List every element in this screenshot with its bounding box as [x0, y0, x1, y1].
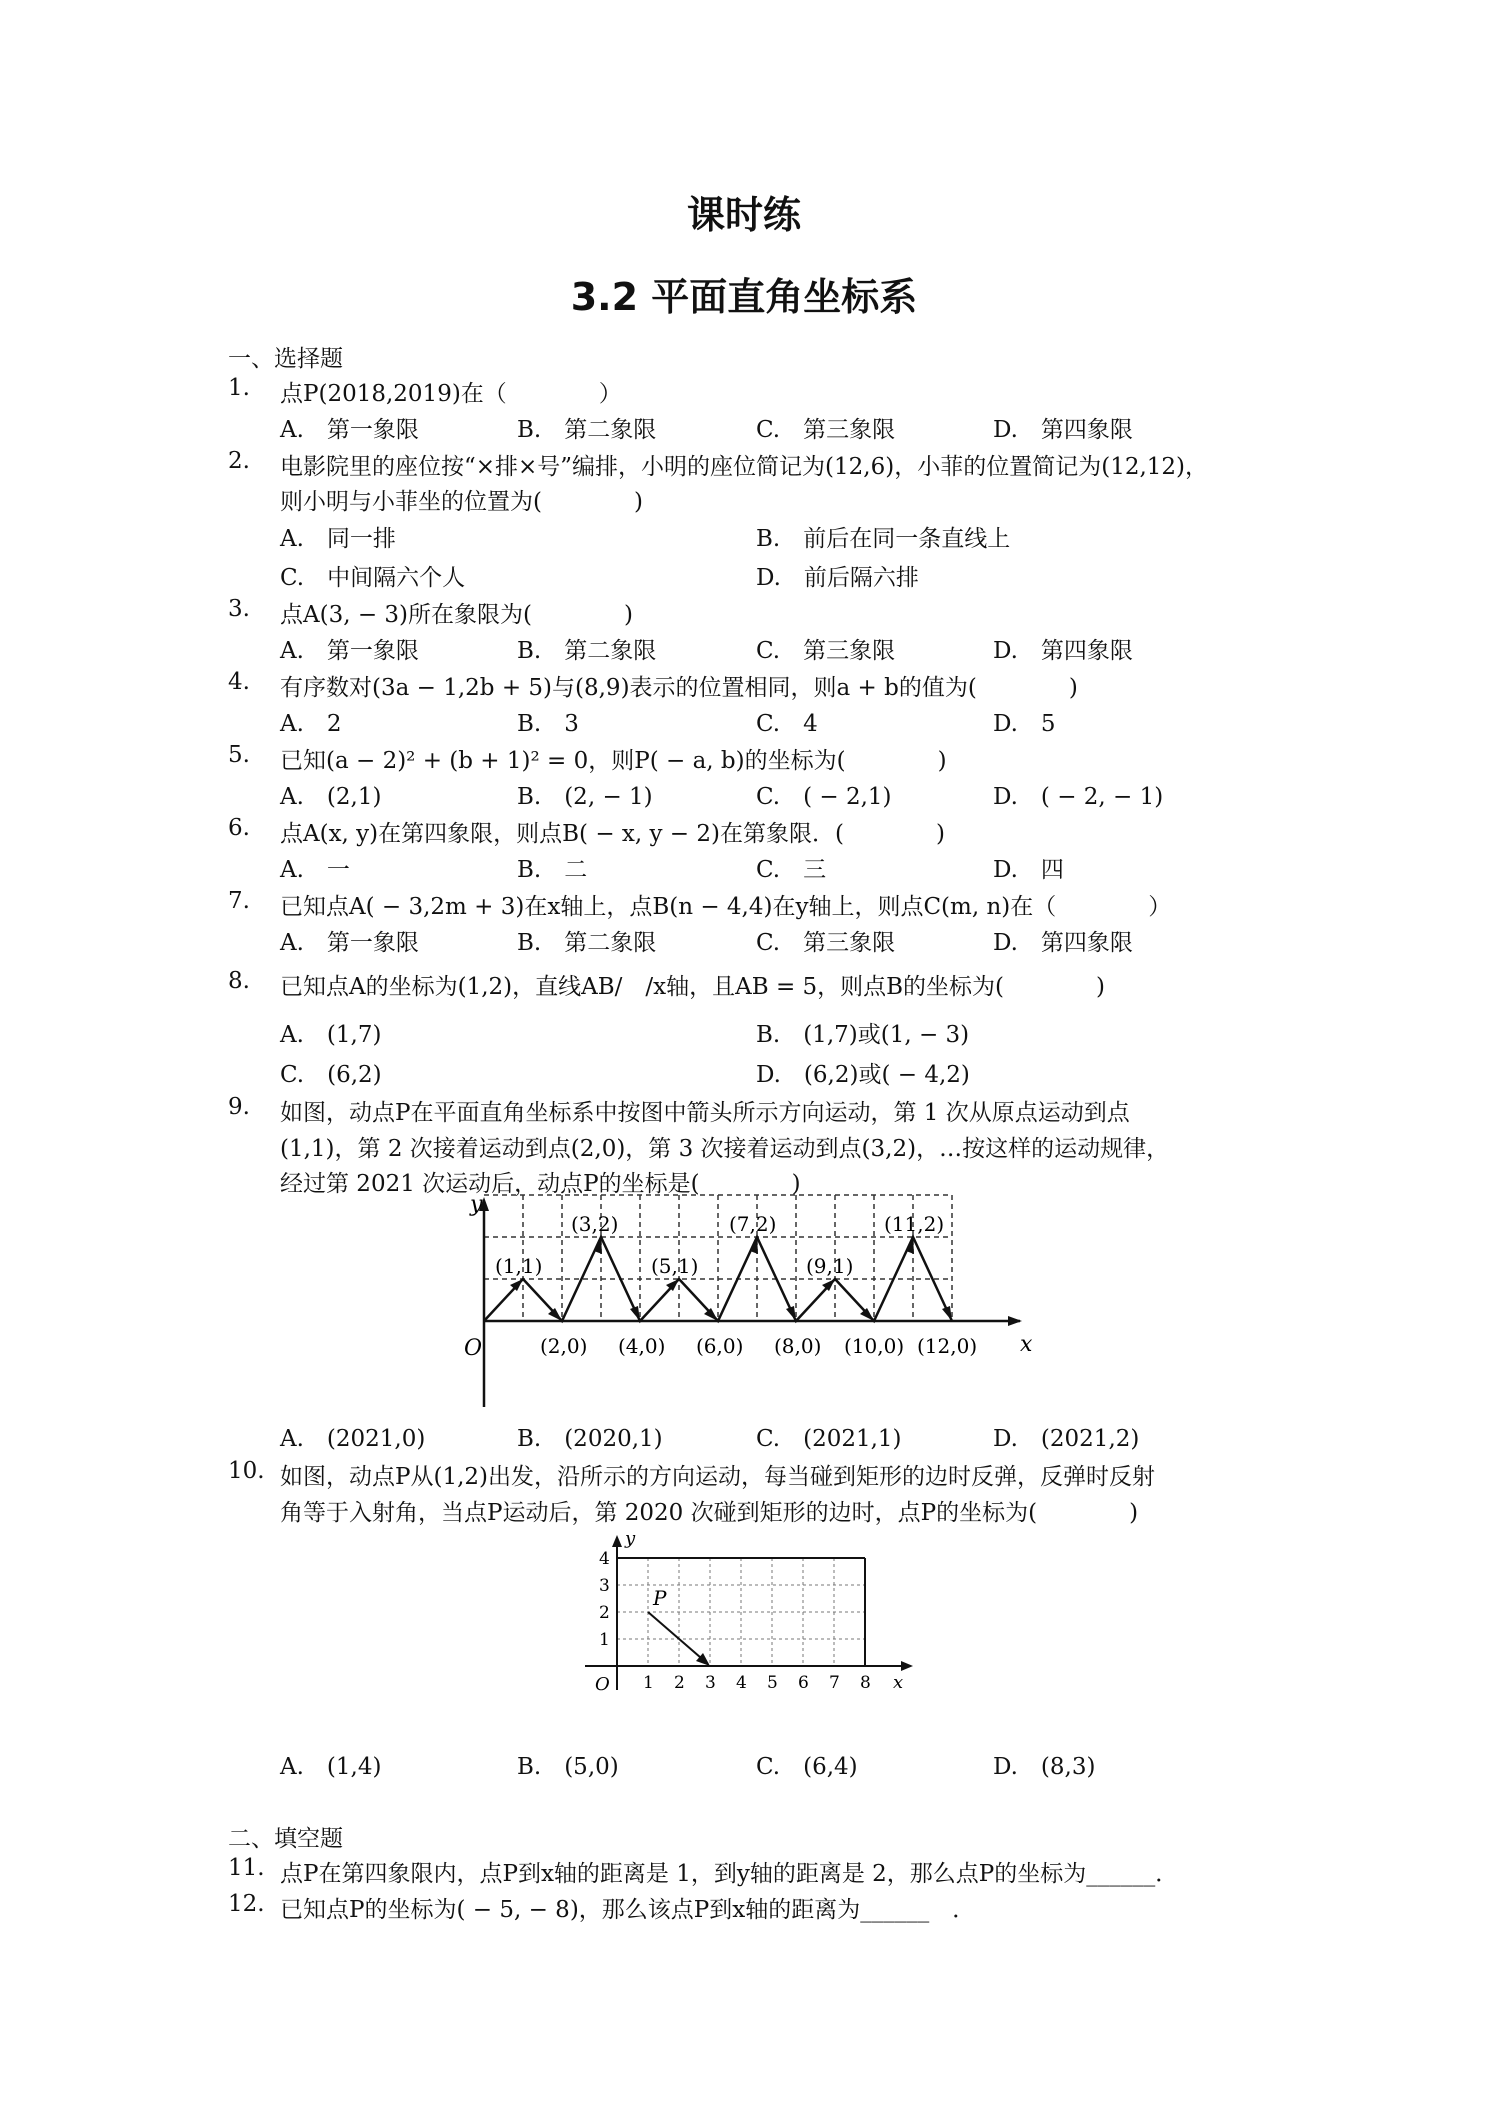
- point-label: (8,0): [774, 1334, 822, 1358]
- option-d[interactable]: D. 5: [993, 711, 1056, 737]
- x-axis-arrow-icon: [1008, 1316, 1022, 1326]
- option-b[interactable]: B. 3: [517, 711, 579, 737]
- option-c[interactable]: C. 三: [756, 857, 827, 883]
- x-tick-label: 3: [705, 1673, 716, 1693]
- question-text: 点P在第四象限内，点P到x轴的距离是 1，到y轴的距离是 2，那么点P的坐标为______．: [280, 1861, 1179, 1887]
- x-tick-label: 5: [767, 1673, 778, 1693]
- question-number: 6.: [228, 815, 250, 841]
- point-p-label: P: [653, 1586, 667, 1610]
- question-number: 2.: [228, 448, 250, 474]
- section-heading-fill: 二、填空题: [228, 1826, 343, 1852]
- option-b[interactable]: B. 第二象限: [517, 638, 657, 664]
- question-text: 则小明与小菲坐的位置为( ): [280, 489, 643, 515]
- question-text: 角等于入射角，当点P运动后，第 2020 次碰到矩形的边时，点P的坐标为( ): [280, 1500, 1139, 1526]
- option-a[interactable]: A. 第一象限: [280, 638, 419, 664]
- base-labels: [540, 1334, 977, 1358]
- option-a[interactable]: A. (2021,0): [280, 1426, 426, 1452]
- option-a[interactable]: A. (1,7): [280, 1022, 382, 1048]
- x-tick-label: 6: [798, 1673, 809, 1693]
- option-d[interactable]: D. 前后隔六排: [756, 565, 919, 591]
- option-a[interactable]: A. 同一排: [280, 526, 396, 552]
- x-tick-label: 8: [860, 1673, 871, 1693]
- option-d[interactable]: D. 四: [993, 857, 1064, 883]
- question-text: 已知点A( − 3,2m + 3)在x轴上，点B(n − 4,4)在y轴上，则点C(m, n)在（ ）: [280, 894, 1172, 920]
- x-tick-label: 4: [736, 1673, 747, 1693]
- y-axis-label: y: [625, 1530, 636, 1549]
- option-c[interactable]: C. ( − 2,1): [756, 784, 892, 810]
- option-c[interactable]: C. 第三象限: [756, 930, 896, 956]
- option-a[interactable]: A. 2: [280, 711, 342, 737]
- option-a[interactable]: A. 一: [280, 857, 350, 883]
- option-b[interactable]: B. (2020,1): [517, 1426, 663, 1452]
- point-label: (5,1): [651, 1254, 699, 1278]
- x-tick-label: 2: [674, 1673, 685, 1693]
- question-text: 如图，动点P从(1,2)出发，沿所示的方向运动，每当碰到矩形的边时反弹，反弹时反射: [280, 1464, 1155, 1490]
- option-a[interactable]: A. 第一象限: [280, 930, 419, 956]
- y-axis-label: y: [470, 1192, 483, 1217]
- x-axis-label: x: [1020, 1332, 1033, 1357]
- option-c[interactable]: C. (6,2): [280, 1062, 382, 1088]
- option-c[interactable]: C. 第三象限: [756, 417, 896, 443]
- option-d[interactable]: D. 第四象限: [993, 930, 1133, 956]
- y-tick-label: 3: [599, 1576, 610, 1596]
- y-tick-label: 1: [599, 1630, 610, 1650]
- x-tick-labels: [643, 1673, 871, 1693]
- origin-label: O: [595, 1674, 610, 1695]
- option-b[interactable]: B. 前后在同一条直线上: [756, 526, 1011, 552]
- point-label: (11,2): [884, 1212, 945, 1236]
- option-b[interactable]: B. 第二象限: [517, 930, 657, 956]
- y-tick-label: 4: [599, 1549, 610, 1569]
- y-tick-label: 2: [599, 1603, 610, 1623]
- question-number: 12.: [228, 1891, 265, 1917]
- point-label: (9,1): [806, 1254, 854, 1278]
- question-number: 9.: [228, 1094, 250, 1120]
- option-a[interactable]: A. (1,4): [280, 1754, 382, 1780]
- y-axis-arrow-icon: [612, 1535, 622, 1547]
- x-tick-label: 7: [829, 1673, 840, 1693]
- option-a[interactable]: A. (2,1): [280, 784, 382, 810]
- question-number: 3.: [228, 596, 250, 622]
- page-title: 课时练: [686, 193, 801, 237]
- point-label: (1,1): [495, 1254, 543, 1278]
- rectangle-bounce-figure: [575, 1530, 925, 1720]
- option-c[interactable]: C. 4: [756, 711, 818, 737]
- point-label: (7,2): [729, 1212, 777, 1236]
- point-label: (6,0): [696, 1334, 744, 1358]
- question-text: 有序数对(3a − 1,2b + 5)与(8,9)表示的位置相同，则a + b的值为( ): [280, 675, 1078, 701]
- option-d[interactable]: D. (6,2)或( − 4,2): [756, 1062, 970, 1088]
- option-d[interactable]: D. ( − 2, − 1): [993, 784, 1164, 810]
- page-subtitle: 3.2 平面直角坐标系: [570, 275, 918, 319]
- question-number: 10.: [228, 1458, 265, 1484]
- question-text: 已知点A的坐标为(1,2)，直线AB/ /x轴，且AB = 5，则点B的坐标为( ): [280, 974, 1106, 1000]
- point-label: (4,0): [618, 1334, 666, 1358]
- question-text: 已知(a − 2)² + (b + 1)² = 0，则P( − a, b)的坐标为( ): [280, 748, 947, 774]
- option-d[interactable]: D. (8,3): [993, 1754, 1096, 1780]
- question-number: 11.: [228, 1855, 265, 1881]
- option-b[interactable]: B. (2, − 1): [517, 784, 653, 810]
- question-number: 8.: [228, 968, 250, 994]
- option-d[interactable]: D. 第四象限: [993, 417, 1133, 443]
- question-number: 7.: [228, 888, 250, 914]
- origin-label: O: [464, 1336, 483, 1361]
- option-c[interactable]: C. 第三象限: [756, 638, 896, 664]
- question-text: 点P(2018,2019)在（ ）: [280, 381, 622, 407]
- section-heading-choice: 一、选择题: [228, 346, 343, 372]
- option-c[interactable]: C. (2021,1): [756, 1426, 902, 1452]
- zigzag-motion-figure: [440, 1185, 1040, 1410]
- point-label: (2,0): [540, 1334, 588, 1358]
- option-d[interactable]: D. (2021,2): [993, 1426, 1140, 1452]
- question-text: 已知点P的坐标为( − 5, − 8)，那么该点P到x轴的距离为______ ．: [280, 1897, 976, 1923]
- y-tick-labels: [599, 1549, 610, 1650]
- question-number: 5.: [228, 742, 250, 768]
- x-axis-arrow-icon: [901, 1661, 913, 1671]
- question-text: 电影院里的座位按“×排×号”编排，小明的座位简记为(12,6)，小菲的位置简记为(12,12)，: [280, 454, 1209, 480]
- grid-lines: [617, 1558, 865, 1666]
- x-tick-label: 1: [643, 1673, 654, 1693]
- question-text: 点A(x, y)在第四象限，则点B( − x, y − 2)在第象限．( ): [280, 821, 945, 847]
- point-label: (3,2): [571, 1212, 619, 1236]
- question-number: 4.: [228, 669, 250, 695]
- option-c[interactable]: C. 中间隔六个人: [280, 565, 466, 591]
- question-text: (1,1)，第 2 次接着运动到点(2,0)，第 3 次接着运动到点(3,2)，…按这样的运动规律，: [280, 1136, 1170, 1162]
- option-b[interactable]: B. (5,0): [517, 1754, 619, 1780]
- x-axis-label: x: [893, 1672, 904, 1693]
- point-label: (10,0): [844, 1334, 905, 1358]
- option-d[interactable]: D. 第四象限: [993, 638, 1133, 664]
- option-b[interactable]: B. 二: [517, 857, 588, 883]
- option-b[interactable]: B. (1,7)或(1, − 3): [756, 1022, 970, 1048]
- question-text: 经过第 2021 次运动后，动点P的坐标是( ): [280, 1171, 801, 1197]
- option-a[interactable]: A. 第一象限: [280, 417, 419, 443]
- question-number: 1.: [228, 375, 250, 401]
- question-text: 点A(3, − 3)所在象限为( ): [280, 602, 633, 628]
- question-text: 如图，动点P在平面直角坐标系中按图中箭头所示方向运动，第 1 次从原点运动到点: [280, 1100, 1130, 1126]
- option-c[interactable]: C. (6,4): [756, 1754, 858, 1780]
- option-b[interactable]: B. 第二象限: [517, 417, 657, 443]
- point-label: (12,0): [917, 1334, 978, 1358]
- motion-arrow: [648, 1612, 708, 1664]
